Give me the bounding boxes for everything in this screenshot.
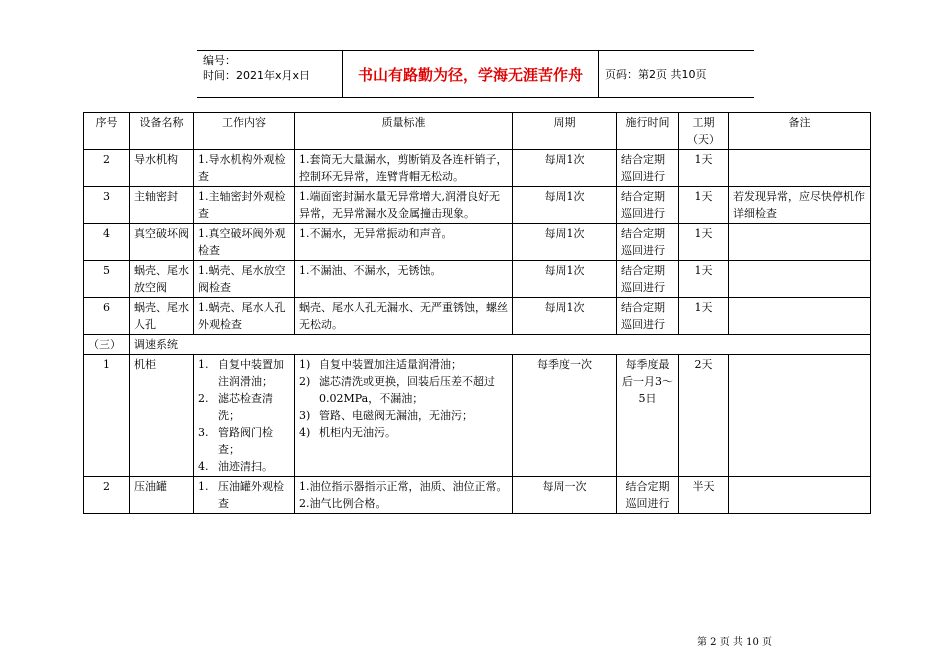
time-label: 时间：2021年x月x日 (203, 69, 311, 82)
section-title: 调速系统 (130, 335, 871, 355)
item-number: 2) (299, 375, 311, 388)
list-item (299, 407, 508, 424)
device-name: 压油罐 (130, 477, 194, 514)
device-name: 主轴密封 (130, 187, 194, 224)
table-row (84, 261, 871, 298)
work-content (194, 355, 295, 477)
list-item (299, 478, 508, 495)
remark (729, 298, 871, 335)
work-content-list (198, 478, 290, 512)
work-content-list (198, 356, 290, 475)
item-number: 1. (198, 358, 209, 371)
row-no: 4 (84, 224, 130, 261)
duration: 1天 (679, 150, 729, 187)
item-text: 2.油气比例合格。 (299, 497, 387, 510)
quality-standard: 1.不漏油、不漏水，无锈蚀。 (295, 261, 513, 298)
quality-standard: 1.端面密封漏水量无异常增大,润滑良好无异常，无异常漏水及金属撞击现象。 (295, 187, 513, 224)
remark: 若发现异常，应尽快停机作详细检查 (729, 187, 871, 224)
remark (729, 150, 871, 187)
exec-time: 结合定期巡回进行 (617, 187, 679, 224)
item-text: 自复中装置加注适量润滑油； (319, 358, 462, 371)
duration: 1天 (679, 261, 729, 298)
device-name: 导水机构 (130, 150, 194, 187)
quality-standard-list (299, 478, 508, 512)
quality-standard: 1.不漏水，无异常振动和声音。 (295, 224, 513, 261)
duration: 1天 (679, 187, 729, 224)
row-no: 2 (84, 477, 130, 514)
item-number: 3. (198, 426, 209, 439)
item-number: 1. (198, 480, 209, 493)
number-label: 编号： (203, 54, 236, 67)
item-text: 机柜内无油污。 (319, 426, 396, 439)
col-header: 周期 (513, 113, 617, 150)
work-content: 1.真空破坏阀外观检查 (194, 224, 295, 261)
cycle: 每周一次 (513, 477, 617, 514)
item-number: 4. (198, 460, 209, 473)
col-header: 工作内容 (194, 113, 295, 150)
list-item (198, 478, 290, 512)
cycle: 每周1次 (513, 224, 617, 261)
quality-standard-list (299, 356, 508, 441)
list-item (299, 424, 508, 441)
remark (729, 261, 871, 298)
quality-standard (295, 477, 513, 514)
exec-time: 结合定期巡回进行 (617, 298, 679, 335)
duration: 半天 (679, 477, 729, 514)
exec-time: 结合定期巡回进行 (617, 261, 679, 298)
table-row (84, 150, 871, 187)
item-number: 3) (299, 409, 311, 422)
col-header: 工期（天） (679, 113, 729, 150)
device-name: 机柜 (130, 355, 194, 477)
header-meta (197, 51, 343, 97)
row-no: 2 (84, 150, 130, 187)
remark (729, 224, 871, 261)
table-row (84, 477, 871, 514)
list-item (299, 373, 508, 407)
list-item (198, 356, 290, 390)
duration: 2天 (679, 355, 729, 477)
exec-time: 每季度最后一月3～5日 (617, 355, 679, 477)
remark (729, 477, 871, 514)
table-row (84, 224, 871, 261)
work-content: 1.蜗壳、尾水放空阀检查 (194, 261, 295, 298)
item-text: 1.油位指示器指示正常，油质、油位正常。 (299, 480, 508, 493)
table-header-row (84, 113, 871, 150)
item-text: 管路、电磁阀无漏油，无油污； (319, 409, 473, 422)
cycle: 每周1次 (513, 261, 617, 298)
list-item (299, 495, 508, 512)
cycle: 每周1次 (513, 150, 617, 187)
work-content: 1.主轴密封外观检查 (194, 187, 295, 224)
row-no: 1 (84, 355, 130, 477)
cycle: 每周1次 (513, 187, 617, 224)
table-row (84, 298, 871, 335)
item-number: 1) (299, 358, 311, 371)
work-content: 1.导水机构外观检查 (194, 150, 295, 187)
table-row (84, 355, 871, 477)
work-content: 1.蜗壳、尾水人孔外观检查 (194, 298, 295, 335)
col-header: 施行时间 (617, 113, 679, 150)
list-item (198, 424, 290, 458)
duration: 1天 (679, 298, 729, 335)
device-name: 蜗壳、尾水人孔 (130, 298, 194, 335)
device-name: 真空破坏阀 (130, 224, 194, 261)
item-text: 油迹清扫。 (218, 460, 273, 473)
list-item (198, 390, 290, 424)
list-item (198, 458, 290, 475)
quality-standard: 蜗壳、尾水人孔无漏水、无严重锈蚀，螺丝无松动。 (295, 298, 513, 335)
exec-time: 结合定期巡回进行 (617, 150, 679, 187)
col-header: 设备名称 (130, 113, 194, 150)
page-footer: 第 2 页 共 10 页 (697, 637, 772, 648)
section-no: （三） (84, 335, 130, 355)
quality-standard: 1.套筒无大量漏水，剪断销及各连杆销子，控制环无异常，连臂背帽无松动。 (295, 150, 513, 187)
cycle: 每季度一次 (513, 355, 617, 477)
page-header (197, 50, 754, 98)
device-name: 蜗壳、尾水放空阀 (130, 261, 194, 298)
item-number: 2. (198, 392, 209, 405)
page-label: 页码：第2页 共10页 (605, 68, 707, 81)
remark (729, 355, 871, 477)
quality-standard (295, 355, 513, 477)
item-number: 4) (299, 426, 311, 439)
item-text: 压油罐外观检查 (218, 480, 284, 510)
row-no: 5 (84, 261, 130, 298)
item-text: 滤芯清洗或更换，回装后压差不超过0.02MPa，不漏油； (319, 375, 495, 405)
exec-time: 结合定期巡回进行 (617, 224, 679, 261)
table-row (84, 187, 871, 224)
cycle: 每周1次 (513, 298, 617, 335)
item-text: 滤芯检查清洗； (218, 392, 273, 422)
col-header: 序号 (84, 113, 130, 150)
list-item (299, 356, 508, 373)
section-row (84, 335, 871, 355)
motto: 书山有路勤为径，学海无涯苦作舟 (343, 51, 599, 97)
row-no: 3 (84, 187, 130, 224)
exec-time: 结合定期巡回进行 (617, 477, 679, 514)
col-header: 质量标准 (295, 113, 513, 150)
duration: 1天 (679, 224, 729, 261)
maintenance-table (83, 112, 871, 514)
item-text: 管路阀门检查； (218, 426, 273, 456)
row-no: 6 (84, 298, 130, 335)
item-text: 自复中装置加注润滑油； (218, 358, 284, 388)
work-content (194, 477, 295, 514)
col-header: 备注 (729, 113, 871, 150)
